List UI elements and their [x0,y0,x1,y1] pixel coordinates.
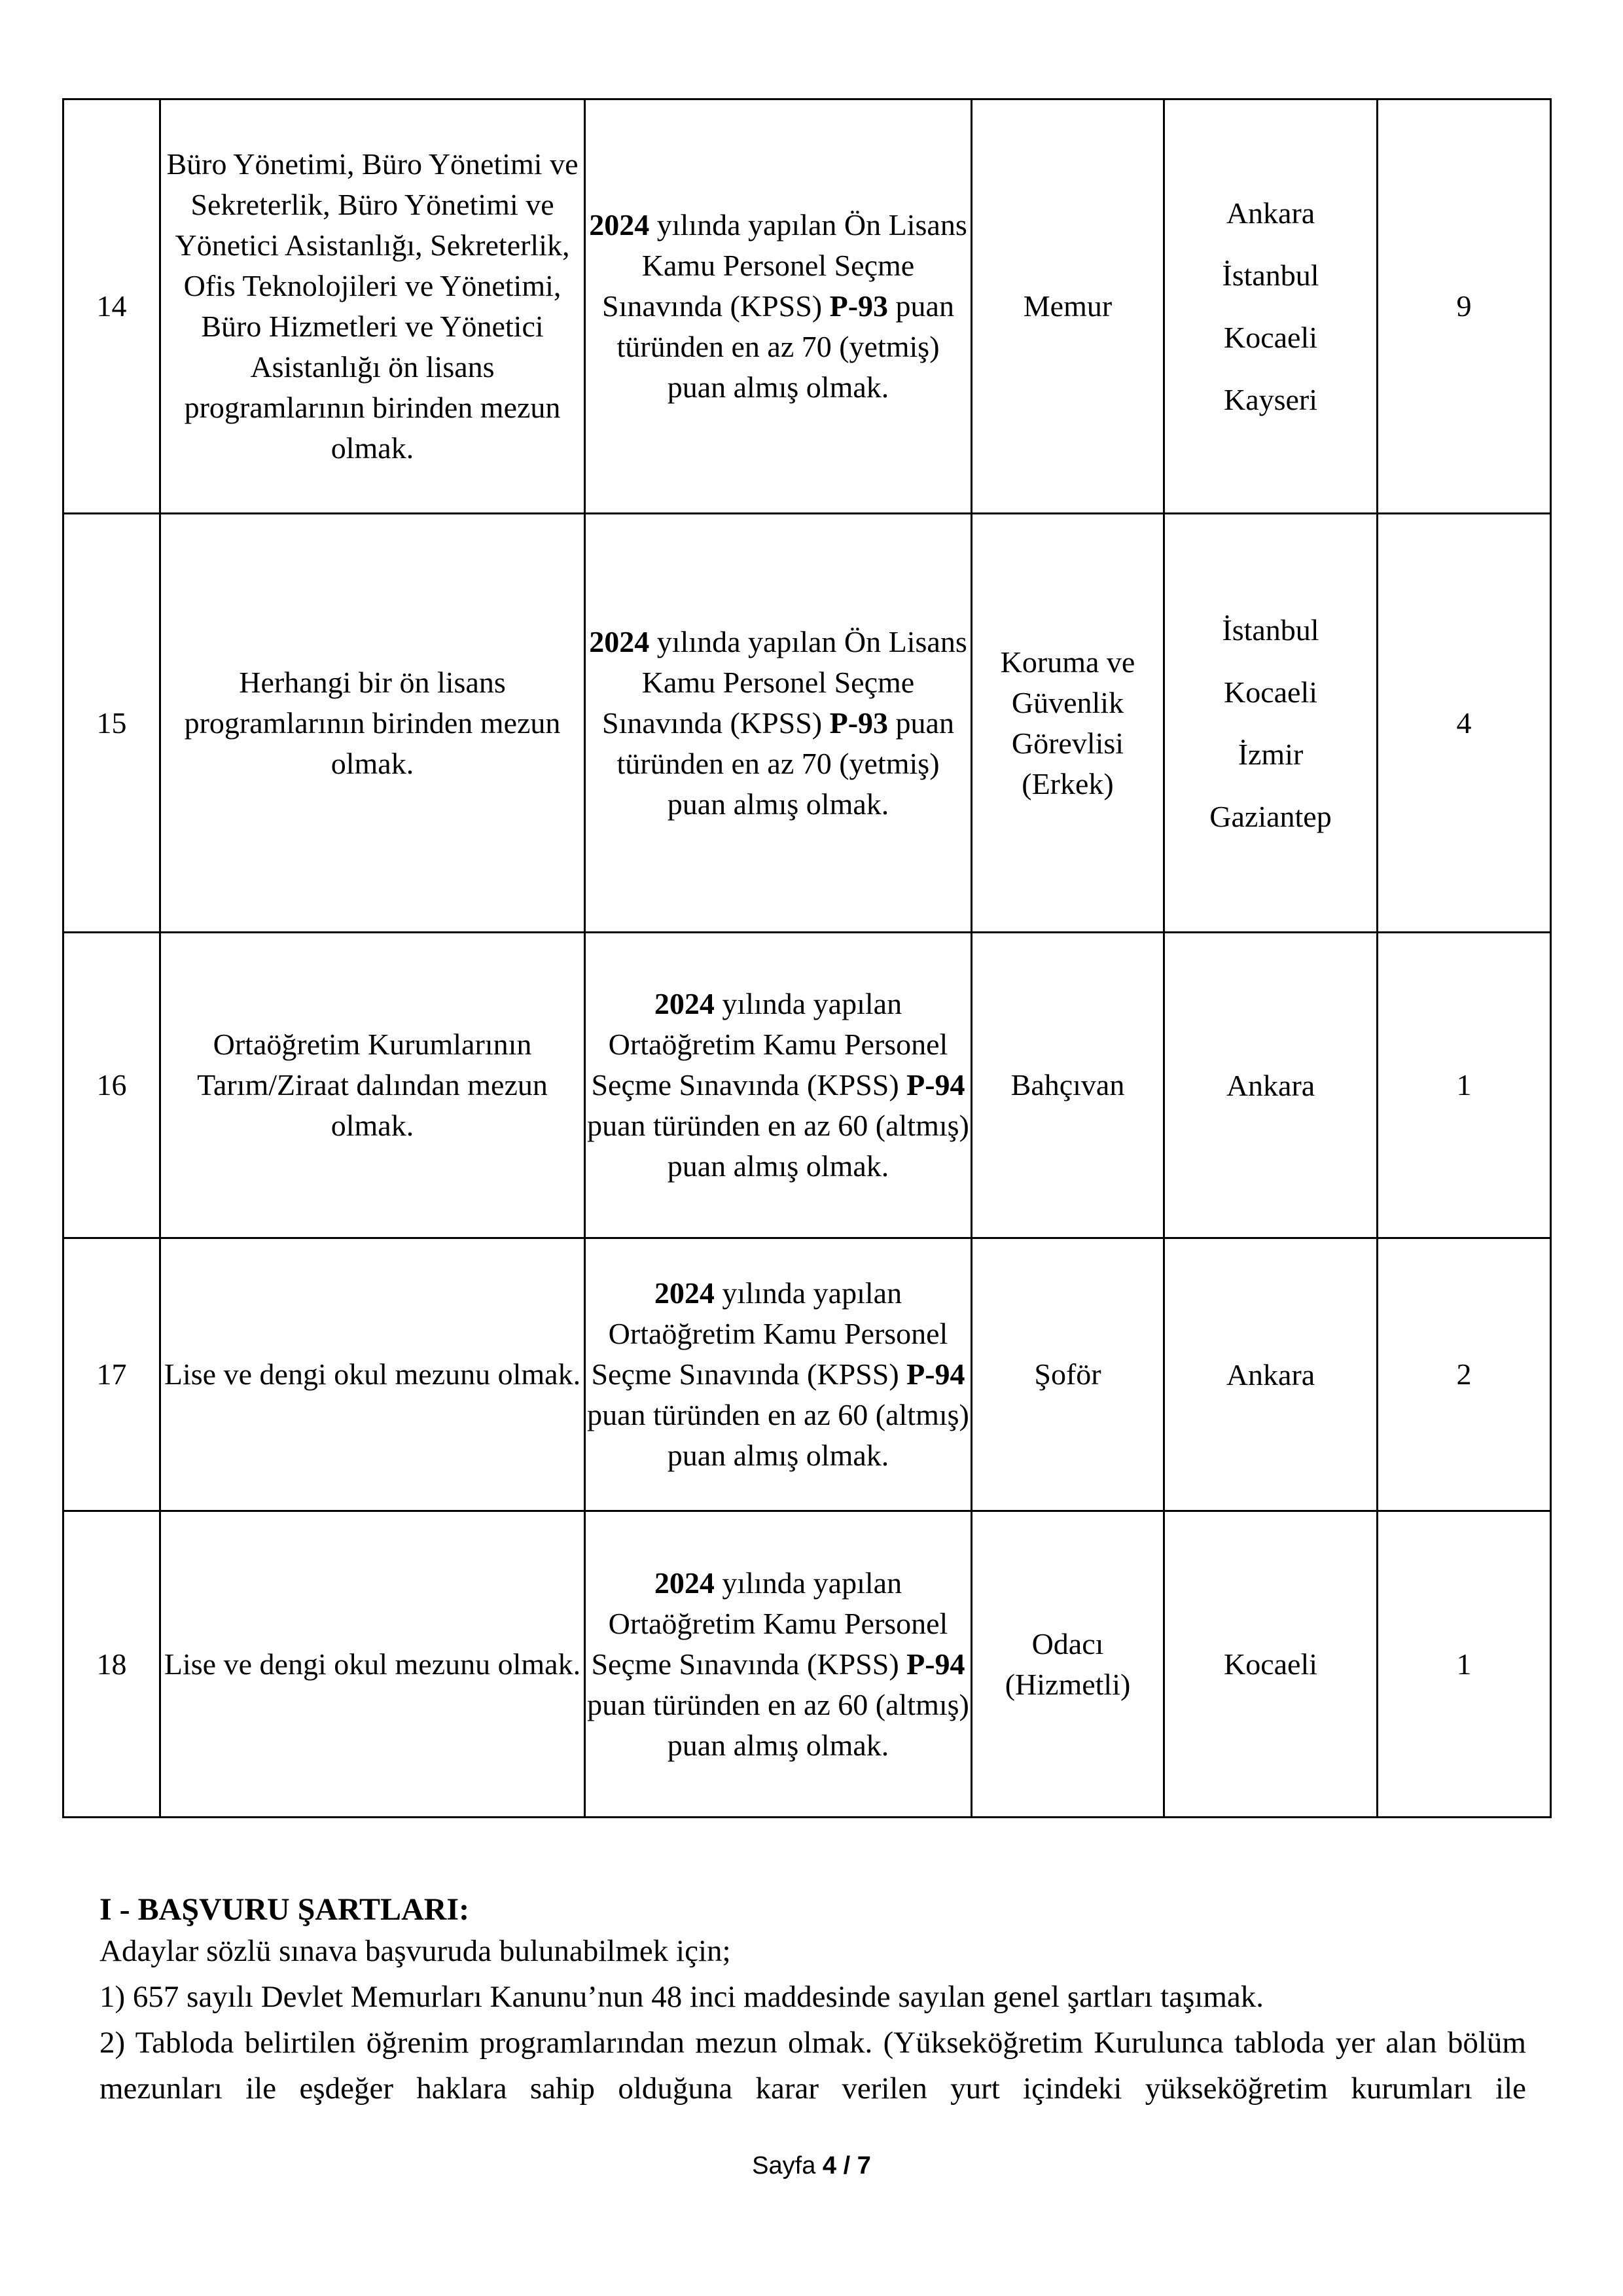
quota-cell: 4 [1378,514,1551,933]
exam-requirement-cell [585,99,972,514]
exam-text: puan türünden en az 60 (altmış) puan almış olmak. [587,1109,969,1183]
table-row [63,933,1551,1238]
quota-cell: 9 [1378,99,1551,514]
exam-text: yılında yapılan Ortaöğretim Kamu Personel Seçme Sınavında (KPSS) [591,987,948,1102]
education-requirement-cell: Herhangi bir ön lisans programlarının birinden mezun olmak. [160,514,585,933]
exam-requirement-cell [585,1511,972,1818]
table-row [63,1238,1551,1511]
exam-year-bold: 2024 [589,208,650,242]
education-requirement-cell: Büro Yönetimi, Büro Yönetimi ve Sekreterlik, Büro Yönetimi ve Yönetici Asistanlığı, Sekreterlik, Ofis Teknolojileri ve Yönetimi, Büro Hizmetleri ve Yönetici Asistanlığı ön lisans programlarının birinden mezun olmak. [160,99,585,514]
footer-page-number: 4 / 7 [822,2152,871,2179]
exam-score-type-bold: P-94 [906,1647,965,1681]
application-conditions-section [99,1892,1526,2111]
city-line: Ankara [1226,1068,1315,1102]
city-list-cell [1164,933,1378,1238]
paragraph-item-2: 2) Tabloda belirtilen öğrenim programlarından mezun olmak. (Yükseköğretim Kurulunca tabloda yer alan bölüm mezunları ile eşdeğer haklara sahip olduğuna karar verilen yurt içindeki yükseköğretim kurumları ile [99,2026,1526,2106]
section-heading: I - BAŞVURU ŞARTLARI: [99,1892,470,1927]
education-requirement-cell: Lise ve dengi okul mezunu olmak. [160,1511,585,1818]
position-title-cell: Bahçıvan [972,933,1164,1238]
city-line: İzmir [1238,737,1304,771]
exam-year-bold: 2024 [654,1566,715,1600]
exam-text: yılında yapılan Ortaöğretim Kamu Personel Seçme Sınavında (KPSS) [591,1566,948,1681]
page-footer [0,2149,1623,2182]
exam-requirement-cell [585,933,972,1238]
quota-cell: 1 [1378,933,1551,1238]
exam-text: yılında yapılan Ortaöğretim Kamu Personel Seçme Sınavında (KPSS) [591,1276,948,1391]
quota-cell: 1 [1378,1511,1551,1818]
exam-score-type-bold: P-93 [829,289,889,323]
row-number-cell: 14 [63,99,160,514]
position-title-cell: Odacı (Hizmetli) [972,1511,1164,1818]
exam-year-bold: 2024 [589,624,650,658]
position-title-cell: Şoför [972,1238,1164,1511]
exam-text: puan türünden en az 60 (altmış) puan almış olmak. [587,1398,969,1472]
table-row [63,514,1551,933]
quota-cell: 2 [1378,1238,1551,1511]
exam-text: yılında yapılan Ön Lisans Kamu Personel Seçme Sınavında (KPSS) [602,624,967,740]
table-row [63,99,1551,514]
exam-text: yılında yapılan Ön Lisans Kamu Personel Seçme Sınavında (KPSS) [602,208,967,323]
exam-text: puan türünden en az 70 (yetmiş) puan almış olmak. [616,706,954,821]
exam-text: puan türünden en az 60 (altmış) puan almış olmak. [587,1687,969,1762]
footer-label: Sayfa [752,2152,823,2179]
exam-requirement-cell [585,514,972,933]
positions-table [62,98,1552,1818]
paragraph-item-1: 1) 657 sayılı Devlet Memurları Kanunu’nun 48 inci maddesinde sayılan genel şartları taşımak. [99,1980,1264,2014]
city-line: İstanbul [1222,259,1319,292]
row-number-cell: 18 [63,1511,160,1818]
city-list-cell [1164,514,1378,933]
position-title-cell: Koruma ve Güvenlik Görevlisi (Erkek) [972,514,1164,933]
position-title-cell: Memur [972,99,1164,514]
exam-year-bold: 2024 [654,987,715,1020]
education-requirement-cell: Lise ve dengi okul mezunu olmak. [160,1238,585,1511]
exam-score-type-bold: P-93 [829,706,889,740]
table-row [63,1511,1551,1818]
city-list-cell [1164,1511,1378,1818]
city-line: Kocaeli [1223,321,1318,354]
city-line: Kayseri [1223,383,1318,416]
exam-requirement-cell [585,1238,972,1511]
city-list-cell [1164,99,1378,514]
exam-text: puan türünden en az 70 (yetmiş) puan almış olmak. [616,289,954,404]
city-list-cell [1164,1238,1378,1511]
city-line: Ankara [1226,1357,1315,1391]
city-line: İstanbul [1222,613,1319,647]
city-line: Kocaeli [1223,675,1318,709]
city-line: Ankara [1226,196,1315,230]
exam-score-type-bold: P-94 [906,1357,965,1391]
row-number-cell: 17 [63,1238,160,1511]
exam-year-bold: 2024 [654,1276,715,1310]
row-number-cell: 15 [63,514,160,933]
row-number-cell: 16 [63,933,160,1238]
exam-score-type-bold: P-94 [906,1068,965,1102]
city-line: Kocaeli [1223,1647,1318,1681]
city-line: Gaziantep [1209,799,1332,833]
paragraph-intro: Adaylar sözlü sınava başvuruda bulunabilmek için; [99,1934,731,1968]
education-requirement-cell: Ortaöğretim Kurumlarının Tarım/Ziraat dalından mezun olmak. [160,933,585,1238]
